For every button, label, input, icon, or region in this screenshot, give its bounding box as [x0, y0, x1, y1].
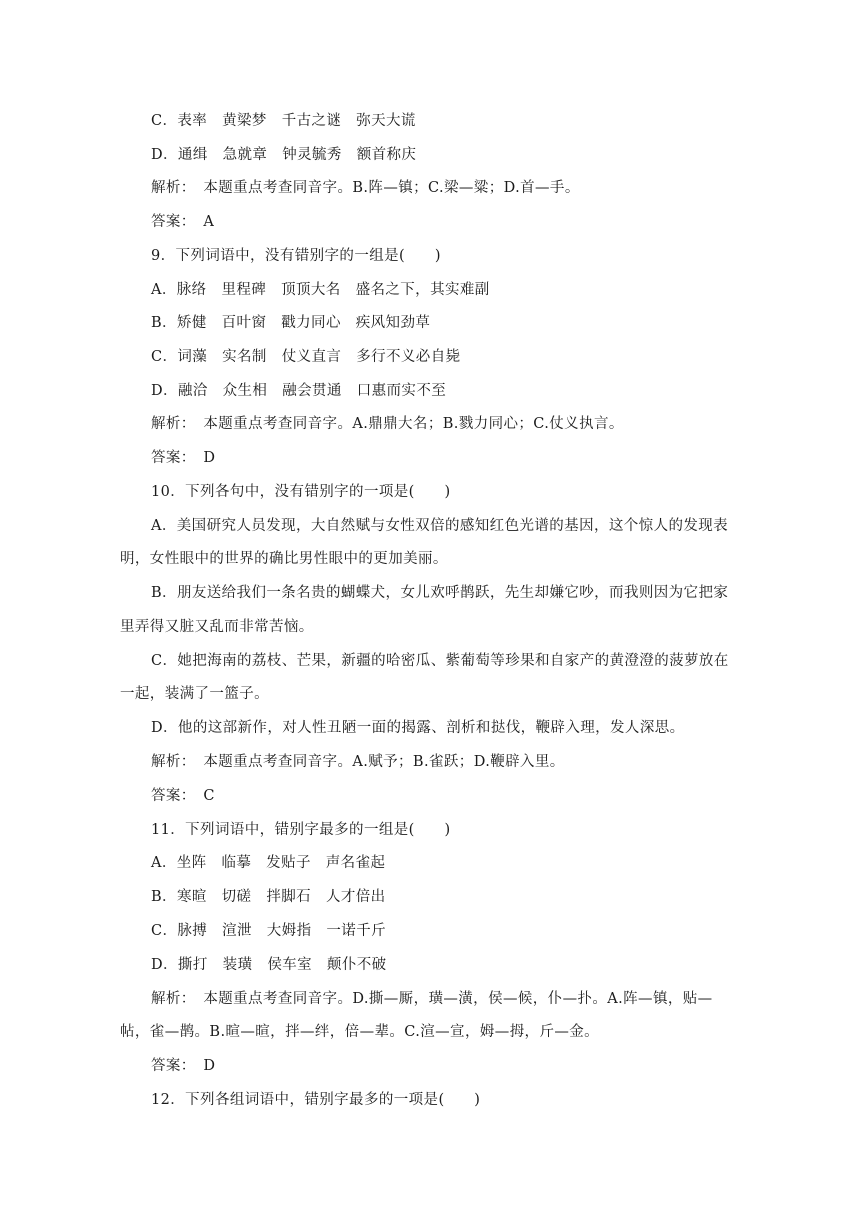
option-c-q11: C．脉搏 渲泄 大姆指 一诺千斤 — [151, 923, 386, 939]
question-12: 12．下列各组词语中，错别字最多的一项是( ) — [151, 1092, 481, 1108]
option-c-q8: C．表率 黄梁梦 千古之谜 弥天大谎 — [151, 113, 416, 129]
analysis-q9: 解析： 本题重点考查同音字。A.鼎鼎大名；B.戮力同心；C.仗义执言。 — [151, 416, 624, 432]
option-d-q10: D．他的这部新作，对人性丑陋一面的揭露、剖析和挞伐，鞭辟入理，发人深思。 — [151, 720, 685, 736]
option-a-q9: A．脉络 里程碑 顶顶大名 盛名之下，其实难副 — [151, 282, 490, 298]
option-c-q9: C．词藻 实名制 仗义直言 多行不义必自毙 — [151, 349, 461, 365]
question-9: 9．下列词语中，没有错别字的一组是( ) — [151, 248, 441, 264]
option-b-q10-line2: 里弄得又脏又乱而非常苦恼。 — [120, 619, 314, 635]
analysis-q11-line1: 解析： 本题重点考查同音字。D.撕—厮，璜—潢，侯—候，仆—扑。A.阵—镇，贴— — [151, 991, 713, 1007]
option-a-q11: A．坐阵 临摹 发贴子 声名雀起 — [151, 855, 386, 871]
analysis-q8: 解析： 本题重点考查同音字。B.阵—镇；C.梁—粱；D.首—手。 — [151, 180, 580, 196]
option-a-q10-line2: 明，女性眼中的世界的确比男性眼中的更加美丽。 — [120, 551, 448, 567]
option-b-q10-line1: B．朋友送给我们一条名贵的蝴蝶犬，女儿欢呼鹊跃，先生却嫌它吵，而我则因为它把家 — [151, 585, 729, 601]
answer-q10: 答案： C — [151, 788, 215, 804]
option-d-q11: D．撕打 装璜 侯车室 颠仆不破 — [151, 957, 387, 973]
option-b-q11: B．寒暄 切磋 拌脚石 人才倍出 — [151, 889, 386, 905]
option-c-q10-line2: 一起，装满了一篮子。 — [120, 686, 269, 702]
answer-q8: 答案： A — [151, 214, 215, 230]
option-d-q9: D．融洽 众生相 融会贯通 口惠而实不至 — [151, 383, 447, 399]
answer-q11: 答案： D — [151, 1058, 216, 1074]
question-11: 11．下列词语中，错别字最多的一组是( ) — [151, 822, 451, 838]
option-d-q8: D．通缉 急就章 钟灵毓秀 额首称庆 — [151, 147, 417, 163]
answer-q9: 答案： D — [151, 450, 216, 466]
analysis-q11-line2: 帖，雀—鹊。B.暄—暄，拌—绊，倍—辈。C.渲—宣，姆—拇，斤—金。 — [120, 1024, 600, 1040]
option-b-q9: B．矫健 百叶窗 戳力同心 疾风知劲草 — [151, 315, 431, 331]
question-10: 10．下列各句中，没有错别字的一项是( ) — [151, 484, 451, 500]
option-a-q10-line1: A．美国研究人员发现，大自然赋与女性双倍的感知红色光谱的基因，这个惊人的发现表 — [151, 518, 729, 534]
option-c-q10-line1: C．她把海南的荔枝、芒果，新疆的哈密瓜、紫葡萄等珍果和自家产的黄澄澄的菠萝放在 — [151, 653, 729, 669]
analysis-q10: 解析： 本题重点考查同音字。A.赋予；B.雀跃；D.鞭辟入里。 — [151, 754, 565, 770]
